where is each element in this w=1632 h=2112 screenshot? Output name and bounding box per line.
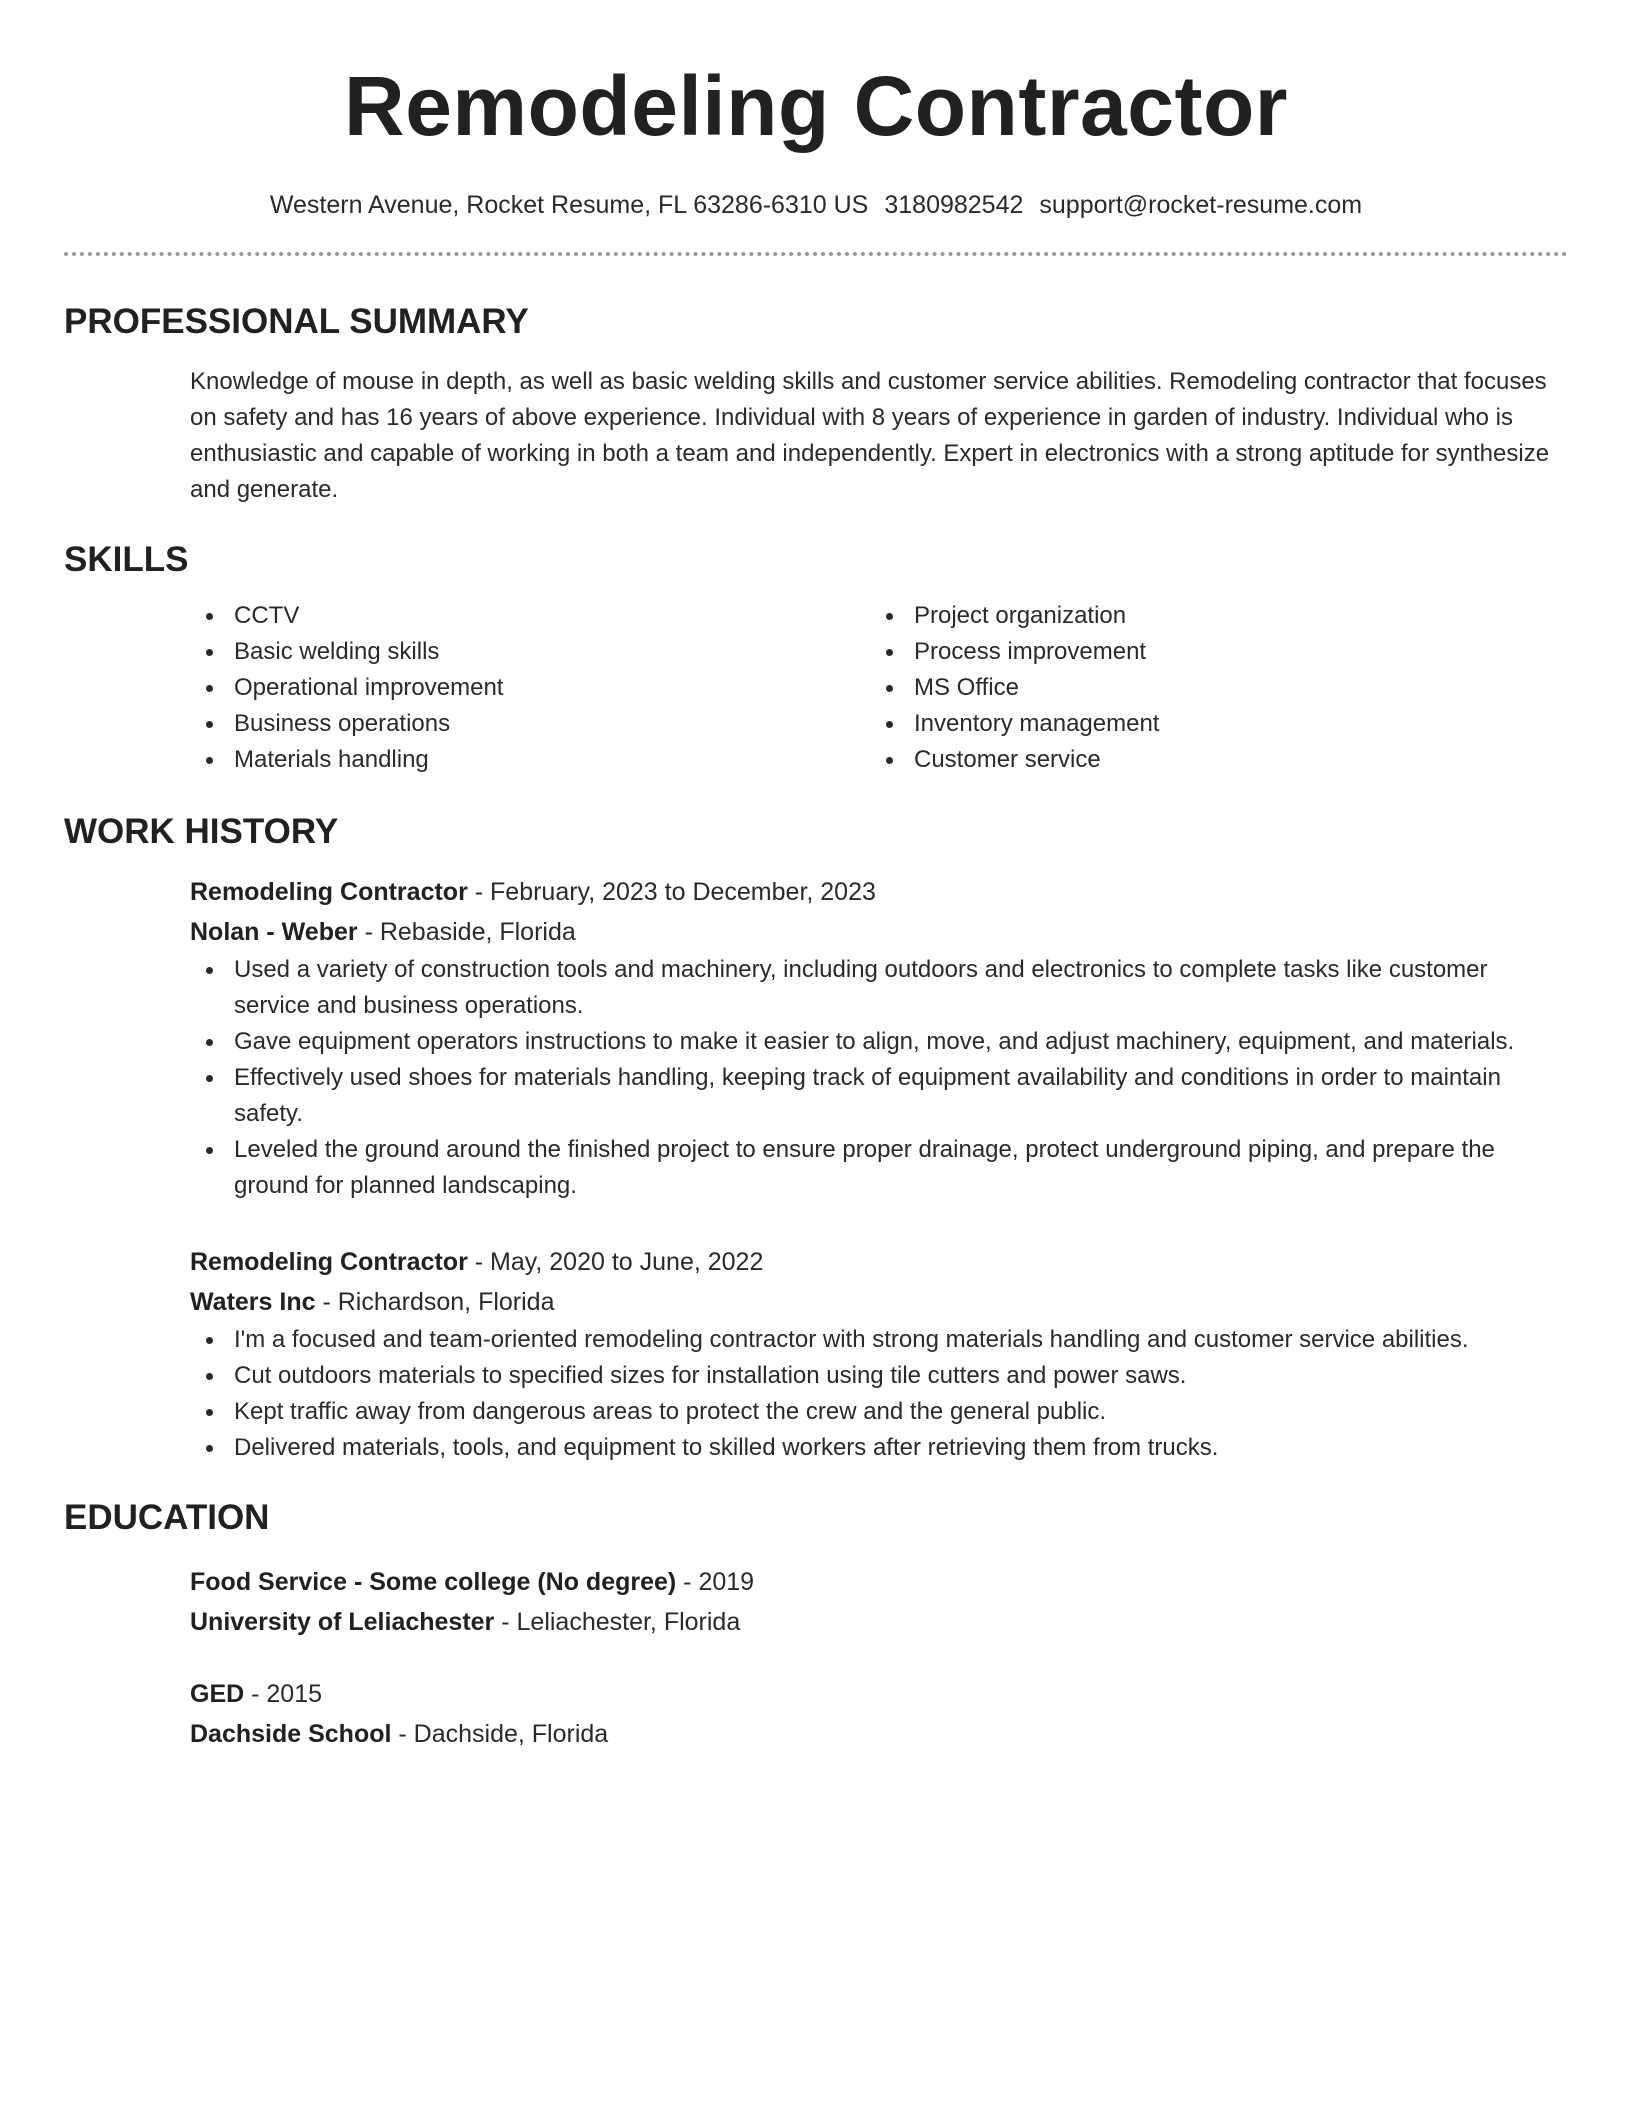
bullet-icon bbox=[206, 1409, 213, 1416]
bullet-icon bbox=[206, 721, 213, 728]
job-company-line bbox=[190, 912, 1568, 952]
contact-line bbox=[64, 188, 1568, 222]
header-divider bbox=[64, 252, 1568, 256]
skill-label: Materials handling bbox=[234, 746, 429, 773]
education-degree-line bbox=[190, 1562, 1568, 1602]
bullet-icon bbox=[886, 685, 893, 692]
bullet-icon bbox=[206, 1337, 213, 1344]
job-bullet-text: Kept traffic away from dangerous areas to protect the crew and the general public. bbox=[234, 1398, 1107, 1425]
contact-email: support@rocket-resume.com bbox=[1039, 191, 1363, 219]
job-bullets bbox=[190, 1322, 1568, 1466]
bullet-icon bbox=[206, 1445, 213, 1452]
job-bullet bbox=[190, 1132, 1568, 1204]
skill-label: Customer service bbox=[914, 746, 1101, 773]
job-bullet-text: Gave equipment operators instructions to make it easier to align, move, and adjust machinery, equipment, and materials. bbox=[234, 1028, 1515, 1055]
job-company-line bbox=[190, 1282, 1568, 1322]
job-role: Remodeling Contractor bbox=[190, 1248, 468, 1276]
job-bullets bbox=[190, 952, 1568, 1204]
education-location: - Leliachester, Florida bbox=[494, 1608, 741, 1636]
contact-phone: 3180982542 bbox=[884, 191, 1024, 219]
bullet-icon bbox=[886, 613, 893, 620]
education-degree-line bbox=[190, 1674, 1568, 1714]
skills-column-right bbox=[870, 598, 1550, 778]
skill-item bbox=[190, 670, 870, 706]
summary-text: Knowledge of mouse in depth, as well as basic welding skills and customer service abilities. Remodeling contractor that focuses on safety and has 16 years of above experience. Individual with 8 years of experience in garden of industry. Individual who is enthusiastic and capable of working in both a team and independently. Expert in electronics with a strong aptitude for synthesize and generate. bbox=[190, 368, 1550, 503]
job-bullet bbox=[190, 1430, 1568, 1466]
bullet-icon bbox=[206, 1373, 213, 1380]
job-bullet-text: Effectively used shoes for materials handling, keeping track of equipment availability and conditions in order to maintain safety. bbox=[234, 1064, 1501, 1127]
job-bullet bbox=[190, 1322, 1568, 1358]
bullet-icon bbox=[886, 757, 893, 764]
bullet-icon bbox=[886, 721, 893, 728]
education-heading: EDUCATION bbox=[64, 1498, 270, 1537]
skills-section bbox=[64, 538, 1568, 778]
skill-item bbox=[870, 634, 1550, 670]
skill-item bbox=[870, 670, 1550, 706]
skill-label: Project organization bbox=[914, 602, 1127, 629]
job-bullet bbox=[190, 1358, 1568, 1394]
job-entry bbox=[190, 1242, 1568, 1466]
skill-item bbox=[870, 742, 1550, 778]
bullet-icon bbox=[206, 757, 213, 764]
job-bullet bbox=[190, 1024, 1568, 1060]
bullet-icon bbox=[206, 1147, 213, 1154]
job-entry bbox=[190, 872, 1568, 1204]
education-section bbox=[64, 1496, 1568, 1754]
bullet-icon bbox=[886, 649, 893, 656]
bullet-icon bbox=[206, 967, 213, 974]
job-bullet bbox=[190, 952, 1568, 1024]
education-school-line bbox=[190, 1602, 1568, 1642]
education-year: - 2015 bbox=[244, 1680, 323, 1708]
skill-item bbox=[870, 706, 1550, 742]
job-company: Nolan - Weber bbox=[190, 918, 358, 946]
skill-label: Inventory management bbox=[914, 710, 1160, 737]
education-degree: GED bbox=[190, 1680, 245, 1708]
job-bullet-text: Delivered materials, tools, and equipment to skilled workers after retrieving them from trucks. bbox=[234, 1434, 1219, 1461]
bullet-icon bbox=[206, 685, 213, 692]
skills-heading: SKILLS bbox=[64, 540, 189, 579]
job-dates: - May, 2020 to June, 2022 bbox=[467, 1248, 764, 1276]
education-location: - Dachside, Florida bbox=[391, 1720, 609, 1748]
skill-item bbox=[190, 634, 870, 670]
job-bullet-text: Leveled the ground around the finished project to ensure proper drainage, protect underground piping, and prepare the ground for planned landscaping. bbox=[234, 1136, 1495, 1199]
job-dates: - February, 2023 to December, 2023 bbox=[467, 878, 876, 906]
job-company: Waters Inc bbox=[190, 1288, 316, 1316]
skill-item bbox=[190, 706, 870, 742]
skills-grid bbox=[190, 598, 1568, 778]
education-school: Dachside School bbox=[190, 1720, 392, 1748]
education-entry bbox=[190, 1674, 1568, 1754]
job-role: Remodeling Contractor bbox=[190, 878, 468, 906]
summary-heading: PROFESSIONAL SUMMARY bbox=[64, 302, 529, 341]
bullet-icon bbox=[206, 1075, 213, 1082]
education-school: University of Leliachester bbox=[190, 1608, 495, 1636]
skills-column-left bbox=[190, 598, 870, 778]
work-history-heading: WORK HISTORY bbox=[64, 812, 339, 851]
skill-label: CCTV bbox=[234, 602, 300, 629]
skill-label: Business operations bbox=[234, 710, 451, 737]
resume-page bbox=[64, 0, 1568, 1754]
bullet-icon bbox=[206, 649, 213, 656]
job-location: - Rebaside, Florida bbox=[357, 918, 576, 946]
skill-item bbox=[190, 598, 870, 634]
work-history-section bbox=[64, 810, 1568, 1466]
education-entry bbox=[190, 1562, 1568, 1642]
job-bullet-text: Used a variety of construction tools and machinery, including outdoors and electronics to complete tasks like customer service and business operations. bbox=[234, 956, 1488, 1019]
bullet-icon bbox=[206, 1039, 213, 1046]
job-bullet-text: I'm a focused and team-oriented remodeling contractor with strong materials handling and customer service abilities. bbox=[234, 1326, 1469, 1353]
skill-label: MS Office bbox=[914, 674, 1019, 701]
bullet-icon bbox=[206, 613, 213, 620]
skill-item bbox=[190, 742, 870, 778]
job-title-line bbox=[190, 1242, 1568, 1282]
job-bullet-text: Cut outdoors materials to specified sizes for installation using tile cutters and power saws. bbox=[234, 1362, 1187, 1389]
skill-label: Operational improvement bbox=[234, 674, 504, 701]
job-title-line bbox=[190, 872, 1568, 912]
job-bullet bbox=[190, 1394, 1568, 1430]
education-degree: Food Service - Some college (No degree) bbox=[190, 1568, 677, 1596]
skill-label: Process improvement bbox=[914, 638, 1147, 665]
job-bullet bbox=[190, 1060, 1568, 1132]
resume-name: Remodeling Contractor bbox=[344, 59, 1288, 153]
summary-section bbox=[64, 300, 1568, 508]
job-location: - Richardson, Florida bbox=[315, 1288, 555, 1316]
education-school-line bbox=[190, 1714, 1568, 1754]
education-year: - 2019 bbox=[676, 1568, 755, 1596]
skill-label: Basic welding skills bbox=[234, 638, 440, 665]
contact-address: Western Avenue, Rocket Resume, FL 63286-6310 US bbox=[269, 191, 869, 219]
skill-item bbox=[870, 598, 1550, 634]
